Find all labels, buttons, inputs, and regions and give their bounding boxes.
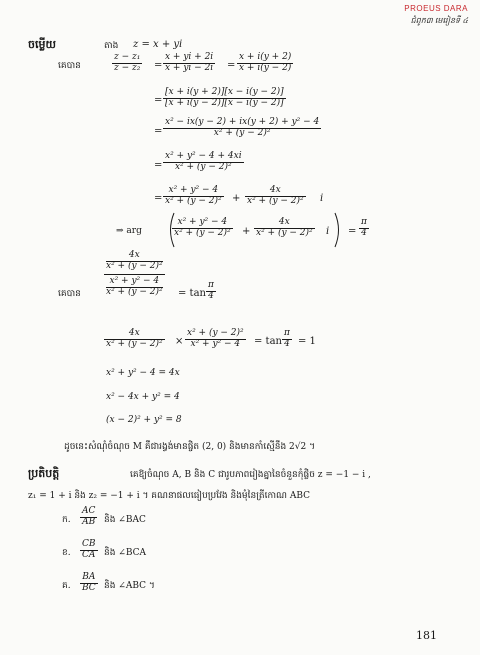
arg-prefix: ⇒ arg — [116, 226, 142, 236]
have-label-2: គេបាន — [58, 289, 81, 299]
exercise-heading: ប្រតិបត្តិ — [28, 467, 60, 480]
imaginary-unit: i — [320, 193, 324, 204]
t2b-fraction: x² + (y − 2)² x² + y² − 4 — [187, 328, 244, 349]
item-text: និង ∠ABC ។ — [104, 581, 155, 591]
right-paren-icon — [333, 212, 343, 248]
item-text: និង ∠BAC — [104, 515, 146, 525]
equals-one: = 1 — [298, 336, 316, 347]
equals-sign: = — [154, 193, 163, 204]
step5a-fraction: x² + y² − 4 x² + (y − 2)² — [165, 185, 222, 206]
header-brand: PROEUS DARA — [404, 4, 468, 13]
equals-sign: = — [154, 160, 163, 171]
step5b-fraction: 4x x² + (y − 2)² — [247, 185, 304, 206]
item-label: គ. — [62, 581, 71, 591]
t2a-fraction: 4x x² + (y − 2)² — [106, 328, 163, 349]
tan-pi-fraction: π 4 — [208, 280, 214, 301]
arg-rhs-fraction: π 4 — [361, 217, 367, 238]
tan-equals: = tan — [254, 336, 282, 347]
tan-equals: = tan — [178, 288, 206, 299]
header-chapter: ជំពូក៣ មេរៀនទី ៤ — [410, 16, 468, 25]
equation-line-3: (x − 2)² + y² = 8 — [106, 415, 182, 425]
equals-sign: = — [227, 60, 236, 71]
equals-sign: = — [154, 60, 163, 71]
step2-fraction: [x + i(y + 2)][x − i(y − 2)] [x + i(y − 2)][x − i(y − 2)] — [165, 87, 284, 108]
exercise-line-2: z₁ = 1 + i និង z₂ = −1 + i ។ គណនាផលធៀបប្រវែង និងមុំនៃត្រីកោណ ABC — [28, 491, 311, 501]
arg-b-fraction: 4x x² + (y − 2)² — [256, 217, 313, 238]
step4-fraction: x² + y² − 4 + 4xi x² + (y − 2)² — [165, 151, 242, 172]
have-label: គេបាន — [58, 61, 81, 71]
imaginary-unit: i — [326, 226, 330, 237]
plus-sign: + — [242, 226, 251, 237]
step1b-fraction: x + i(y + 2) x + i(y − 2) — [239, 52, 292, 73]
item-label: ខ. — [62, 548, 71, 558]
lhs-fraction: z − z₁ z − z₂ — [114, 52, 141, 73]
item-label: ក. — [62, 515, 71, 525]
set-expression: z = x + yi — [133, 39, 183, 50]
page-number: 181 — [416, 629, 437, 642]
times-sign: × — [175, 336, 184, 347]
item-fraction: CB CA — [82, 539, 96, 560]
solution-heading: ចម្លើយ — [28, 38, 56, 51]
equation-line-2: x² − 4x + y² = 4 — [106, 392, 180, 402]
item-text: និង ∠BCA — [104, 548, 146, 558]
item-fraction: BA BC — [82, 572, 96, 593]
conclusion-text: ដូចនេះសំណុំចំណុច M គឺជារង្វង់មានផ្ចិត (2, 0) និងមានកាំស្មើនឹង 2√2 ។ — [64, 442, 316, 452]
step1-fraction: x + yi + 2i x + yi − 2i — [165, 52, 214, 73]
step3-fraction: x² − ix(y − 2) + ix(y + 2) + y² − 4 x² + (y − 2)² — [165, 117, 320, 138]
equals-sign: = — [154, 126, 163, 137]
plus-sign: + — [232, 193, 241, 204]
exercise-line-1: គេឱ្យចំណុច A, B និង C ជារូបភាពរៀងគ្នានៃចំនួនកុំផ្លិច z = −1 − i , — [130, 470, 371, 480]
equation-line-1: x² + y² − 4 = 4x — [106, 368, 180, 378]
equals-sign: = — [348, 226, 357, 237]
equals-sign: = — [154, 95, 163, 106]
set-label: តាង — [104, 41, 119, 51]
arg-a-fraction: x² + y² − 4 x² + (y − 2)² — [174, 217, 231, 238]
item-fraction: AC AB — [82, 506, 96, 527]
tan-pi-fraction: π 4 — [284, 328, 290, 349]
tan-compound-fraction: 4x x² + (y − 2)² x² + y² − 4 x² + (y − 2)² — [106, 250, 163, 297]
